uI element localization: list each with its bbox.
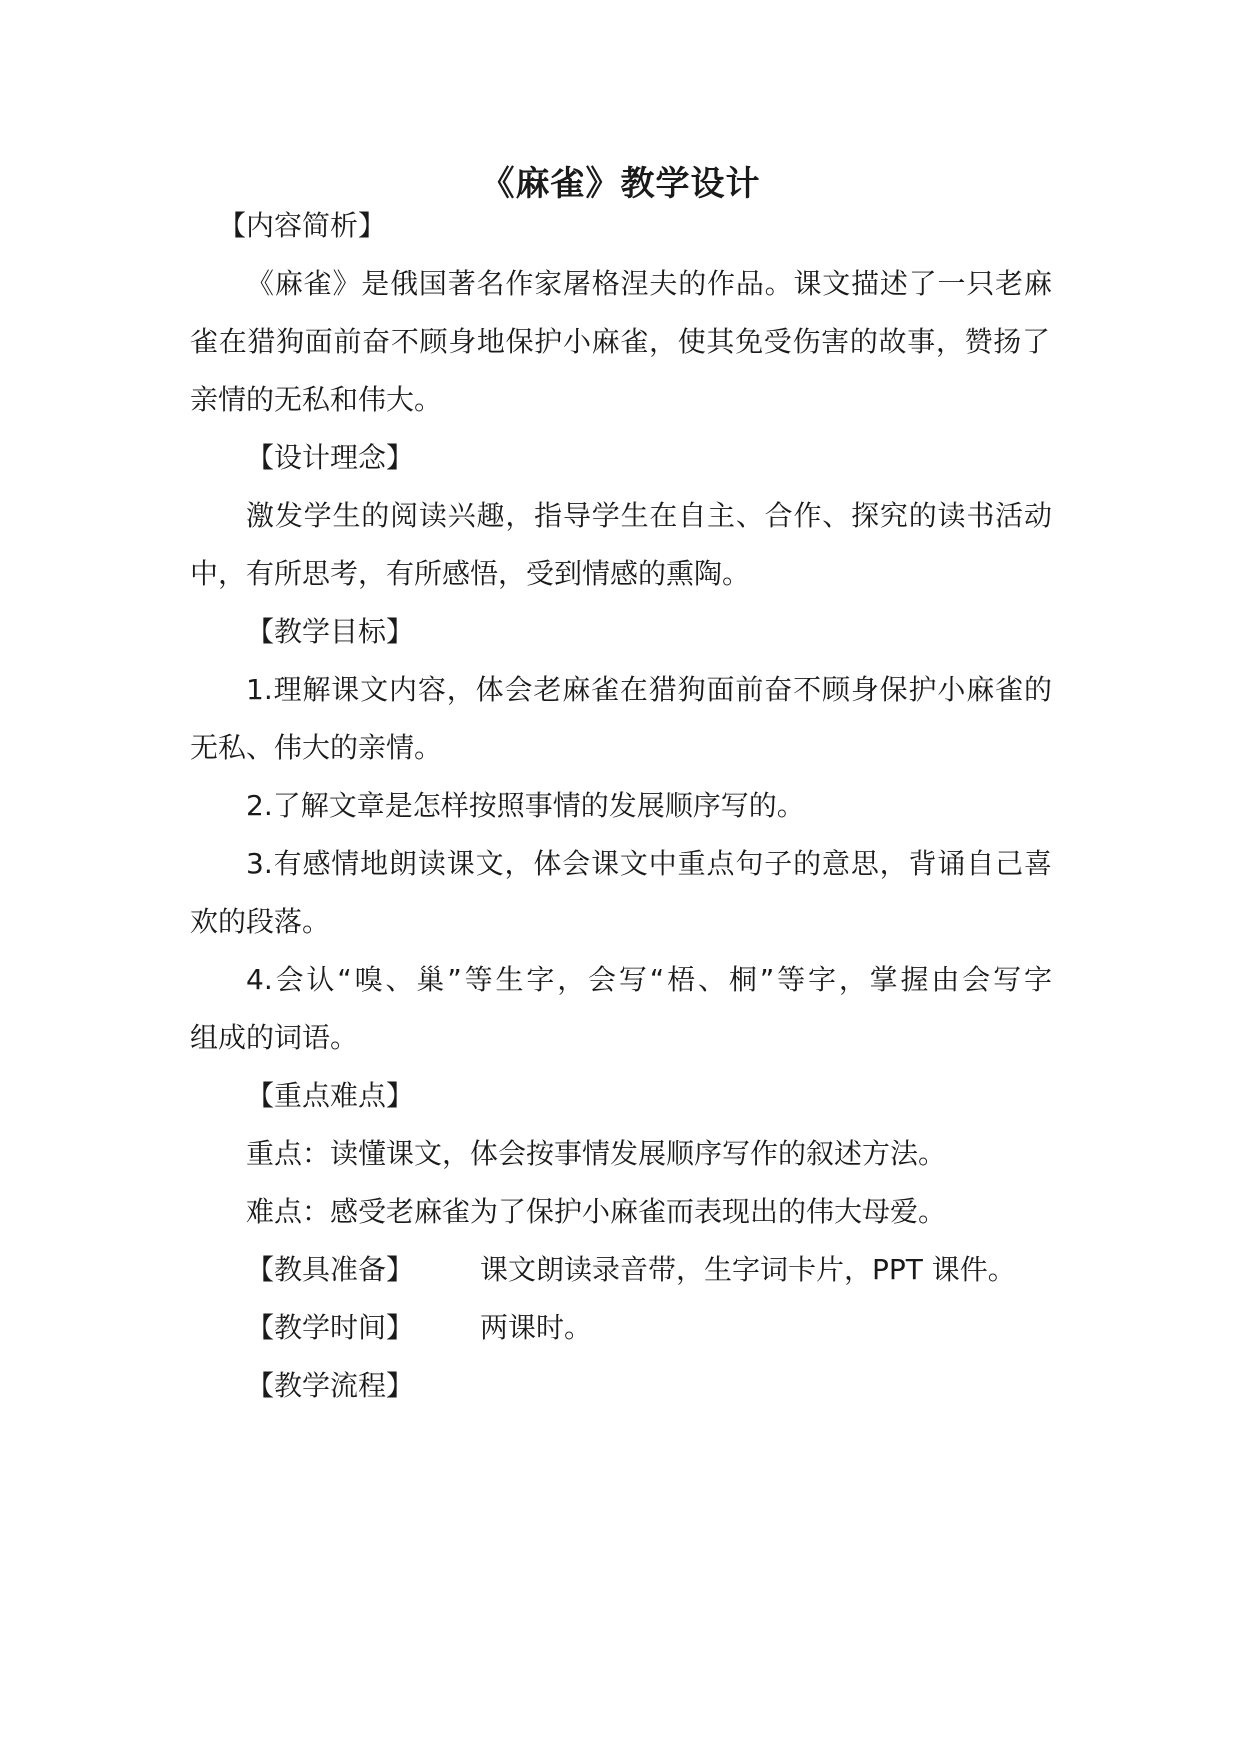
section-heading-teaching-goals: 【教学目标】: [246, 615, 415, 648]
paragraph-line: 《麻雀》是俄国著名作家屠格涅夫的作品。课文描述了一只老麻: [246, 267, 1052, 300]
section-heading-key-points: 【重点难点】: [246, 1079, 415, 1112]
goal-line: 4.会认“嗅、巢”等生字，会写“梧、桐”等字，掌握由会写字: [246, 963, 1052, 996]
paragraph-line: 激发学生的阅读兴趣，指导学生在自主、合作、探究的读书活动: [246, 499, 1052, 532]
section-heading-content-analysis: 【内容简析】: [218, 209, 387, 242]
goal-line: 2.了解文章是怎样按照事情的发展顺序写的。: [246, 789, 805, 822]
goal-line: 1.理解课文内容，体会老麻雀在猎狗面前奋不顾身保护小麻雀的: [246, 673, 1052, 706]
document-title: 《麻雀》教学设计: [480, 164, 761, 204]
goal-line: 组成的词语。: [190, 1021, 359, 1054]
section-heading-teaching-process: 【教学流程】: [246, 1369, 415, 1402]
paragraph-line: 中，有所思考，有所感悟，受到情感的熏陶。: [190, 557, 751, 590]
difficulty-line: 难点：感受老麻雀为了保护小麻雀而表现出的伟大母爱。: [246, 1195, 947, 1228]
goal-line: 无私、伟大的亲情。: [190, 731, 443, 764]
key-point-line: 重点：读懂课文，体会按事情发展顺序写作的叙述方法。: [246, 1137, 947, 1170]
section-heading-design-concept: 【设计理念】: [246, 441, 415, 474]
teaching-time-value: 两课时。: [480, 1311, 593, 1344]
paragraph-line: 雀在猎狗面前奋不顾身地保护小麻雀，使其免受伤害的故事，赞扬了: [190, 325, 1050, 358]
goal-line: 欢的段落。: [190, 905, 331, 938]
section-heading-teaching-time: 【教学时间】: [246, 1311, 415, 1344]
paragraph-line: 亲情的无私和伟大。: [190, 383, 443, 416]
section-heading-teaching-aids: 【教具准备】: [246, 1253, 415, 1286]
teaching-aids-value: 课文朗读录音带，生字词卡片，PPT 课件。: [480, 1253, 1016, 1286]
goal-line: 3.有感情地朗读课文，体会课文中重点句子的意思，背诵自己喜: [246, 847, 1052, 880]
